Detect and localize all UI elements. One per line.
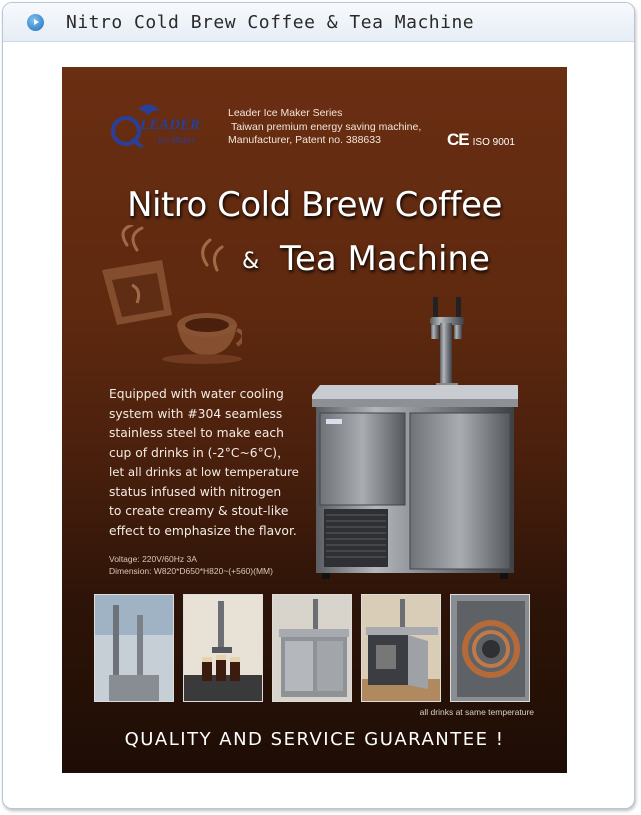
description-line: let all drinks at low temperature	[109, 465, 299, 479]
specifications	[109, 553, 273, 577]
logo-brand-text: LEADER	[140, 117, 201, 133]
photo-machine-side	[272, 594, 352, 702]
headline-ampersand: &	[242, 249, 260, 274]
coffee-cup-illustration	[92, 225, 242, 365]
headline-line-2: Tea Machine	[280, 239, 490, 279]
dimension-spec: Dimension: W820*D650*H820~(+560)(MM)	[109, 566, 273, 576]
headline-line-1: Nitro Cold Brew Coffee	[127, 185, 502, 225]
product-poster-image	[62, 67, 567, 773]
description-line: system with #304 seamless	[109, 406, 283, 421]
product-description	[109, 385, 304, 541]
ce-mark: CE	[447, 130, 469, 149]
certification	[447, 130, 515, 150]
description-line: stainless steel to make each	[109, 426, 284, 440]
description-line: Equipped with water cooling	[109, 387, 284, 401]
series-info	[228, 107, 421, 148]
description-line: effect to emphasize the flavor.	[109, 523, 297, 538]
photo-glasses-served	[183, 594, 263, 702]
series-line: Leader Ice Maker Series	[228, 107, 343, 119]
photo-machine-open	[361, 594, 441, 702]
description-line: status infused with nitrogen	[109, 484, 282, 499]
photo-strip	[94, 594, 534, 702]
nitro-machine-photo	[308, 291, 520, 581]
title-bar	[3, 3, 634, 42]
series-line: Manufacturer, Patent no. 388633	[228, 134, 381, 146]
photo-coil-inside	[450, 594, 530, 702]
leader-logo	[108, 101, 208, 151]
play-bullet-icon	[27, 14, 44, 31]
series-line: Taiwan premium energy saving machine,	[231, 120, 422, 133]
voltage-spec: Voltage: 220V/60Hz 3A	[109, 554, 197, 564]
description-line: cup of drinks in (-2°C~6°C)，	[109, 445, 290, 460]
photo-taps-closeup	[94, 594, 174, 702]
description-line: to create creamy & stout-like	[109, 504, 289, 518]
guarantee-banner: QUALITY AND SERVICE GUARANTEE !	[124, 729, 505, 750]
page-title: Nitro Cold Brew Coffee & Tea Machine	[66, 11, 475, 33]
logo-sub-text: Ice Maker	[158, 135, 195, 145]
photo-caption: all drinks at same temperature	[419, 707, 534, 717]
iso-label: ISO 9001	[472, 137, 515, 148]
